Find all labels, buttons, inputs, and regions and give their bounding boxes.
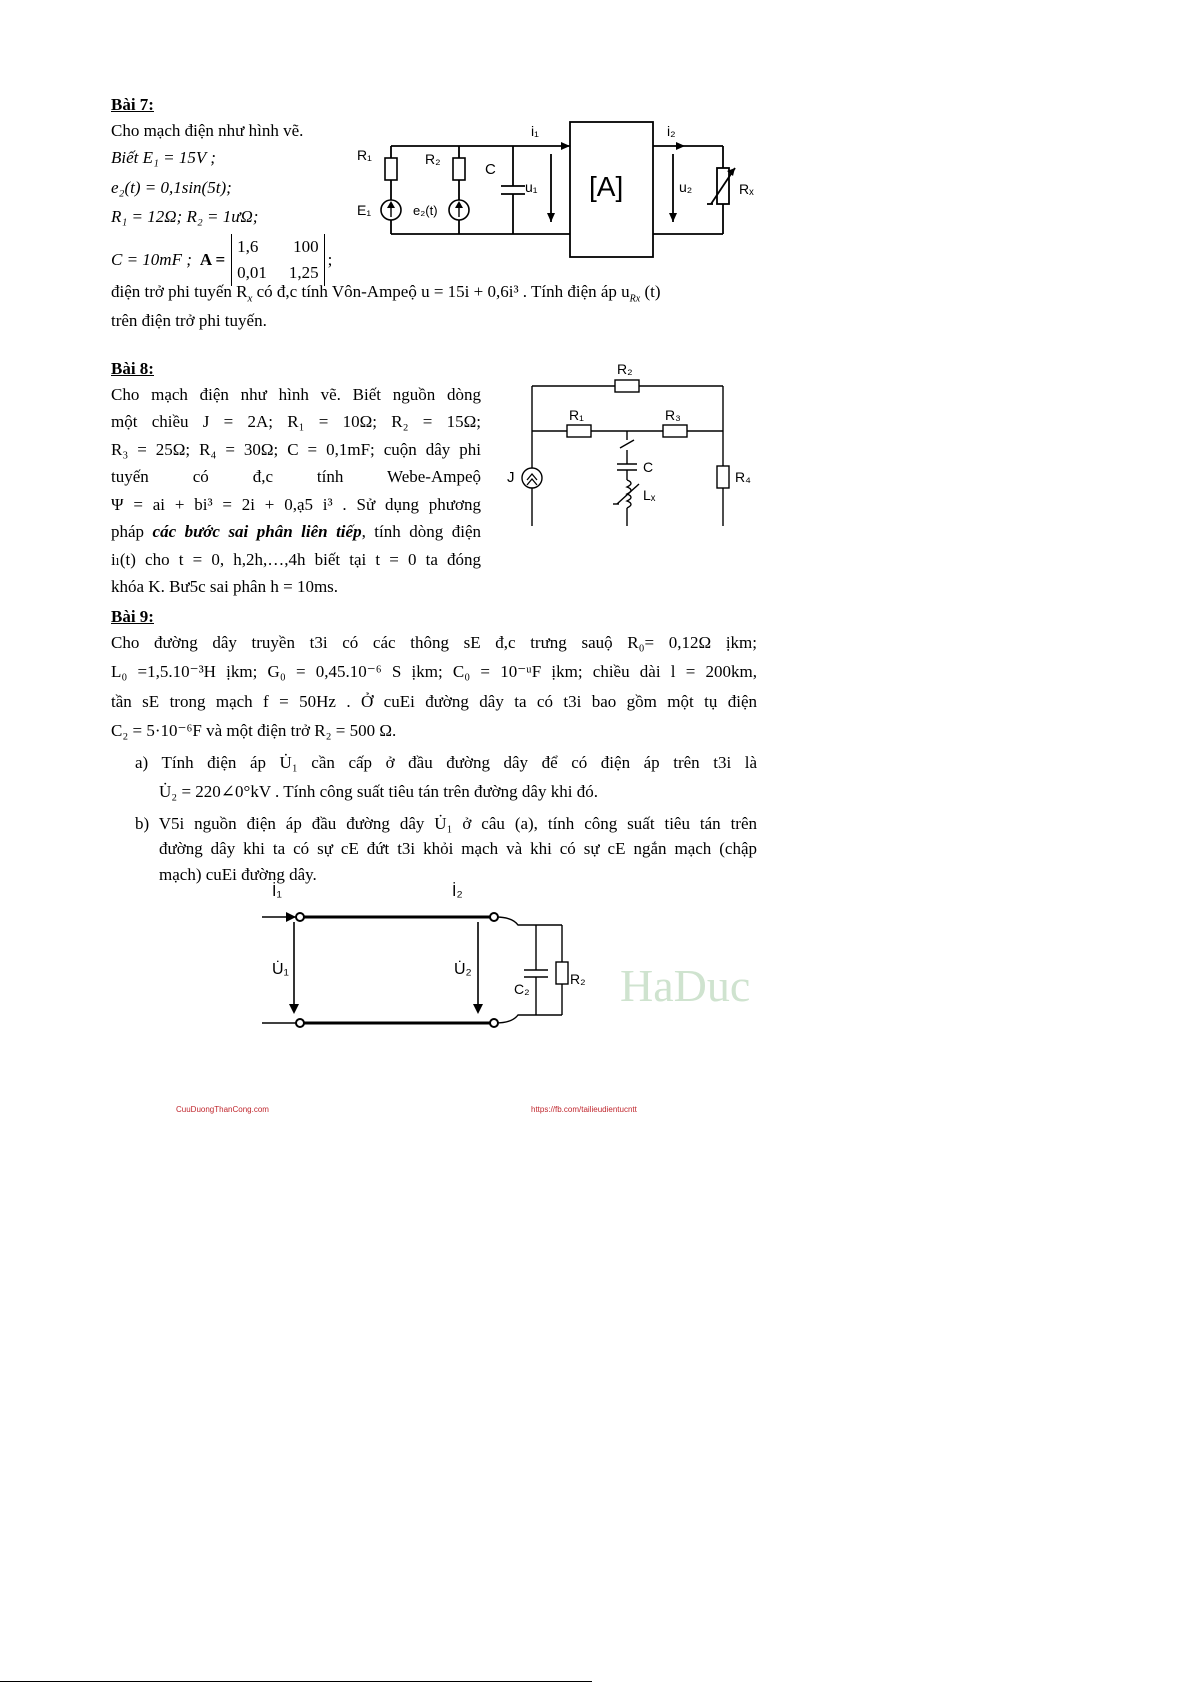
footer-right-link[interactable]: https://fb.com/tailieudientucntt — [531, 1105, 637, 1114]
bai7-line1: Cho mạch điện như hình vẽ. — [111, 120, 304, 140]
bai9-part-a-line2: U̇₂ = 220∠0°kV . Tính công suất tiêu tán trên đường dây khi đó. — [159, 782, 598, 801]
bai8-line7: iₗ(t) cho t = 0, h,2h,…,4h biết tại t = 0 ta đóng — [111, 549, 481, 569]
bai7-para1-c: (t) — [640, 282, 661, 301]
bai7-label-e2: e₂(t) — [413, 203, 438, 218]
bai9-heading: Bài 9: — [111, 607, 154, 626]
bai7-matrix-label: A = — [199, 250, 226, 270]
bai9-line1: Cho đường dây truyền t3i có các thông sE đ,c trưng sauộ R₀= 0,12Ω ịkm; — [111, 632, 757, 652]
bai7-label-e1: E₁ — [357, 202, 372, 218]
bai7-resistor-r2 — [453, 158, 465, 180]
bai8-circuit-diagram — [505, 358, 765, 526]
bai9-part-a-line1: a) Tính điện áp U̇₁ cần cấp ở đầu đường dây để có điện áp trên t3i là — [135, 752, 757, 772]
bai9-line2: L₀ =1,5.10⁻³H ịkm; G₀ = 0,45.10⁻⁶ S ịkm; C₀ = 10⁻ᵘF ịkm; chiều dài l = 200km, — [111, 662, 757, 681]
bai7-line3: e₂(t) = 0,1sin(5t); — [111, 177, 232, 197]
bai9-terminal-in-top — [296, 913, 304, 921]
bai9-part-b-line3: mạch) cuEi đường dây. — [159, 864, 317, 884]
bai9-line4: C₂ = 5·10⁻⁶F và một điện trở R₂ = 500 Ω. — [111, 721, 397, 740]
bai9-label-i2: İ₂ — [452, 883, 463, 900]
bai9-text — [111, 604, 757, 887]
bai7-label-r1: R₁ — [357, 147, 372, 163]
bai8-line8: khóa K. Bư5c sai phân h = 10ms. — [111, 577, 339, 596]
bai7-heading: Bài 7: — [111, 95, 154, 114]
bai8-line4: tuyến có đ,c tính Webe-Ampeộ — [111, 467, 481, 486]
bai7-para1-sub2: Rx — [629, 293, 641, 305]
bai8-line6-a: pháp — [111, 522, 153, 541]
bai7-para1 — [111, 279, 751, 307]
bai9-label-i1: İ₁ — [272, 883, 282, 900]
bai7-label-c: C — [485, 161, 496, 178]
bai7-line4: R₁ = 12Ω; R₂ = 1ưΩ; — [111, 207, 259, 226]
bai8-label-r2: R₂ — [617, 361, 633, 377]
bai7-capacitor-value: C = 10mF ; — [111, 250, 192, 270]
bai7-matrix-a12: 100 — [293, 236, 319, 256]
bai7-label-u1: u₁ — [525, 179, 538, 195]
bai7-para1-a: điện trở phi tuyến R — [111, 282, 248, 301]
bai8-label-r3: R₃ — [665, 407, 681, 423]
footer-left-link[interactable]: CuuDuongThanCong.com — [176, 1105, 269, 1114]
bai7-line2: Biết E₁ = 15V ; — [111, 148, 216, 167]
bai9-part-b-line2: đường dây khi ta có sự cE đứt t3i khỏi mạch và khi có sự cE ngắn mạch (chập — [159, 839, 757, 858]
bai8-label-lx: Lₓ — [643, 487, 656, 503]
bai9-label-r2: R₂ — [570, 971, 586, 987]
bai8-resistor-r1 — [567, 425, 591, 437]
bai9-resistor-r2 — [556, 962, 568, 984]
bai8-line6-b: , tính dòng điện — [361, 522, 481, 541]
bai9-terminal-out-bottom — [490, 1019, 498, 1027]
bai8-resistor-r4 — [717, 466, 729, 488]
bai9-label-c2: C₂ — [514, 981, 530, 997]
bai8-resistor-r3 — [663, 425, 687, 437]
bai7-label-i2: i₂ — [667, 123, 676, 139]
bai7-matrix-a11: 1,6 — [237, 236, 259, 256]
bai8-label-c: C — [643, 459, 654, 475]
bai9-label-u2: U̇₂ — [454, 961, 472, 978]
bai9-line3: tần sE trong mạch f = 50Hz . Ở cuEi đường dây ta có t3i bao gồm một tụ điện — [111, 691, 757, 711]
bai9-terminal-out-top — [490, 913, 498, 921]
bai8-label-r4: R₄ — [735, 469, 751, 485]
bai8-method: các bước sai phân liên tiếp — [152, 522, 362, 541]
watermark-haduc: HaDuc — [620, 960, 751, 1011]
bai7-label-rx: Rₓ — [739, 181, 754, 197]
bai7-label-block: [A] — [589, 171, 624, 202]
bai8-label-j: J — [507, 469, 515, 486]
bai7-para1-b: có đ,c tính Vôn-Ampeộ u = 15i + 0,6i³ . Tính điện áp u — [252, 282, 630, 301]
bai7-para2: trên điện trở phi tuyến. — [111, 311, 267, 330]
bai9-parts — [135, 750, 757, 888]
bai7-para1-sub: x — [247, 292, 253, 305]
bai7-label-r2: R₂ — [425, 151, 441, 167]
bai7-text — [111, 92, 341, 286]
bai8-heading: Bài 8: — [111, 359, 154, 378]
bai8-label-r1: R₁ — [569, 407, 584, 423]
bai8-line2: một chiều J = 2A; R₁ = 10Ω; R₂ = 15Ω; — [111, 412, 481, 431]
bai7-circuit-diagram — [355, 112, 760, 270]
bai8-resistor-r2 — [615, 380, 639, 392]
bai7-label-i1: i₁ — [531, 123, 539, 139]
bai9-part-b-line1: b) V5i nguồn điện áp đầu đường dây U̇₁ ở câu (a), tính công suất tiêu tán trên — [135, 813, 757, 833]
bai8-line5: Ψ = ai + bi³ = 2i + 0,ạ5 i³ . Sử dụng phương — [111, 494, 481, 514]
bai9-terminal-in-bottom — [296, 1019, 304, 1027]
bai8-line3: R₃ = 25Ω; R₄ = 30Ω; C = 0,1mF; cuộn dây phi — [111, 439, 481, 459]
bai8-line1: Cho mạch điện như hình vẽ. Biết nguồn dòng — [111, 384, 481, 404]
bai7-matrix-a22: 1,25 — [288, 262, 319, 282]
bottom-rule — [0, 1681, 592, 1682]
bai7-resistor-r1 — [385, 158, 397, 180]
bai9-line-diagram — [260, 882, 620, 1034]
bai8-text — [111, 356, 481, 600]
bai7-label-u2: u₂ — [679, 179, 693, 195]
bai7-matrix-tail: ; — [327, 250, 333, 270]
bai9-label-u1: U̇₁ — [272, 961, 289, 978]
bai8-line6 — [111, 519, 481, 545]
bai7-matrix-a21: 0,01 — [237, 262, 267, 282]
